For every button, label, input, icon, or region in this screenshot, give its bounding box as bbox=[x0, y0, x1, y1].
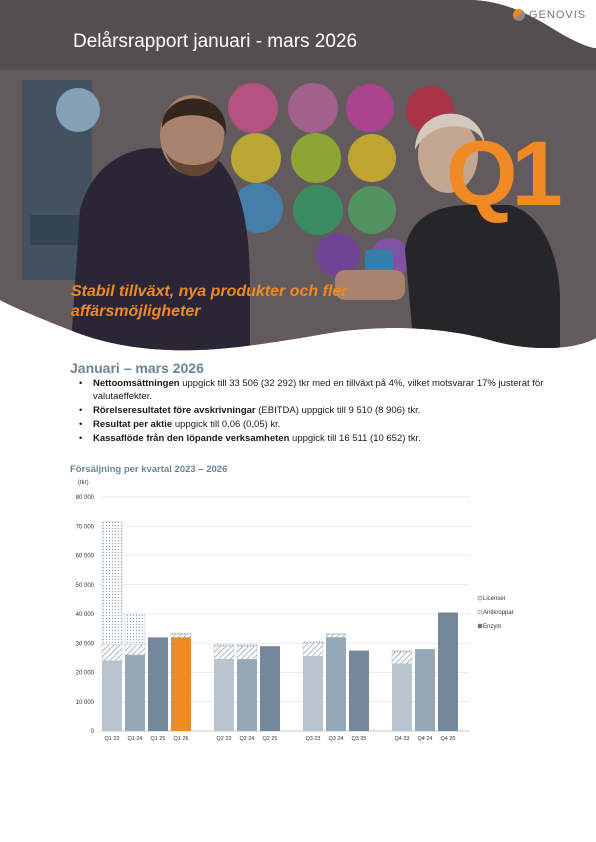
x-tick-label: Q1 25 bbox=[150, 736, 166, 742]
summary-item-text: uppgick till 33 506 (32 292) tkr med en tillväxt på 4%, vilket motsvarar 17% justerat för valutaeffekter. bbox=[93, 378, 544, 402]
bar-segment-enzym bbox=[392, 664, 412, 731]
bar-segment-enzym bbox=[326, 637, 346, 731]
bar-segment-enzym bbox=[214, 659, 234, 731]
bar-segment-enzym bbox=[303, 656, 323, 731]
y-tick-label: 10 000 bbox=[75, 699, 94, 706]
x-tick-label: Q3 24 bbox=[328, 736, 344, 742]
summary-item-label: Rörelseresultatet före avskrivningar bbox=[93, 405, 256, 416]
bar-segment-licenser bbox=[326, 634, 346, 635]
x-tick-label: Q1 24 bbox=[127, 736, 143, 742]
bar-segment-enzym bbox=[148, 637, 168, 731]
x-tick-label: Q2 25 bbox=[262, 736, 278, 742]
legend-swatch-antikroppar bbox=[478, 610, 482, 614]
y-tick-label: 50 000 bbox=[75, 582, 94, 589]
bar-segment-enzym bbox=[102, 661, 122, 731]
bar-segment-enzym bbox=[415, 649, 435, 731]
chart-title: Försäljning per kvartal 2023 – 2026 bbox=[70, 464, 228, 475]
bar-segment-antikroppar bbox=[171, 634, 191, 637]
bar-segment-antikroppar bbox=[392, 652, 412, 664]
y-tick-label: 40 000 bbox=[75, 612, 94, 618]
x-tick-label: Q1 23 bbox=[104, 736, 120, 742]
x-tick-label: Q1 26 bbox=[173, 736, 189, 742]
legend-label-enzym: Enzym bbox=[483, 624, 502, 630]
summary-item bbox=[79, 404, 549, 417]
summary-item-label: Nettoomsättningen bbox=[93, 378, 180, 389]
x-tick-label: Q3 25 bbox=[351, 736, 367, 742]
summary-bullets bbox=[79, 377, 549, 446]
bar-segment-antikroppar bbox=[326, 634, 346, 637]
bar-segment-licenser bbox=[392, 651, 412, 652]
bar-segment-antikroppar bbox=[125, 645, 145, 655]
y-tick-label: 30 000 bbox=[75, 641, 94, 648]
bar-segment-licenser bbox=[303, 642, 323, 643]
bar-segment-antikroppar bbox=[102, 645, 122, 661]
bar-segment-enzym bbox=[125, 655, 145, 731]
sales-chart bbox=[0, 470, 596, 750]
bar-segment-antikroppar bbox=[237, 646, 257, 659]
y-tick-label: 0 bbox=[90, 729, 94, 735]
bar-segment-enzym bbox=[349, 651, 369, 731]
x-tick-label: Q2 23 bbox=[216, 736, 232, 742]
legend-swatch-licenser bbox=[478, 596, 482, 600]
bar-segment-enzym bbox=[438, 613, 458, 731]
tagline: Stabil tillväxt, nya produkter och fler affärsmöjligheter bbox=[71, 283, 348, 320]
bar-segment-licenser bbox=[171, 633, 191, 634]
x-tick-label: Q4 23 bbox=[394, 736, 410, 742]
bar-segment-enzym bbox=[237, 659, 257, 731]
summary-item bbox=[79, 432, 549, 445]
quarter-badge: Q1 bbox=[446, 123, 557, 225]
legend-label-antikroppar: Antikroppar bbox=[483, 610, 514, 616]
period-heading: Januari – mars 2026 bbox=[70, 360, 204, 376]
summary-item-text: uppgick till 0,06 (0,05) kr. bbox=[172, 419, 281, 430]
summary-item-text: (EBITDA) uppgick till 9 510 (8 906) tkr. bbox=[255, 405, 421, 416]
report-title: Delårsrapport januari - mars 2026 bbox=[73, 31, 358, 52]
y-tick-label: 80 000 bbox=[75, 495, 94, 501]
legend-label-licenser: Licenser bbox=[483, 596, 506, 602]
legend-swatch-enzym bbox=[478, 624, 482, 628]
y-tick-label: 70 000 bbox=[75, 524, 94, 531]
x-tick-label: Q4 25 bbox=[440, 736, 456, 742]
chart-ylabel: (tkr) bbox=[78, 480, 89, 486]
company-logo bbox=[513, 9, 586, 21]
logo-mark-icon bbox=[513, 9, 525, 21]
bar-segment-enzym bbox=[260, 646, 280, 731]
y-tick-label: 60 000 bbox=[75, 553, 94, 560]
x-tick-label: Q2 24 bbox=[239, 736, 255, 742]
bar-segment-licenser bbox=[102, 522, 122, 645]
summary-item-label: Kassaflöde från den löpande verksamheten bbox=[93, 433, 290, 444]
y-tick-label: 20 000 bbox=[75, 670, 94, 677]
summary-item bbox=[79, 377, 549, 403]
bar-segment-licenser bbox=[125, 614, 145, 645]
summary-item-text: uppgick till 16 511 (10 652) tkr. bbox=[289, 433, 421, 444]
bar-segment-antikroppar bbox=[303, 643, 323, 656]
bar-segment-enzym bbox=[171, 637, 191, 731]
bar-segment-licenser bbox=[237, 645, 257, 646]
summary-item bbox=[79, 418, 549, 431]
bar-segment-antikroppar bbox=[214, 646, 234, 659]
summary-item-label: Resultat per aktie bbox=[93, 419, 173, 430]
x-tick-label: Q4 24 bbox=[417, 736, 433, 742]
bar-segment-licenser bbox=[214, 645, 234, 646]
x-tick-label: Q3 23 bbox=[305, 736, 321, 742]
logo-text: GENOVIS bbox=[529, 9, 587, 21]
